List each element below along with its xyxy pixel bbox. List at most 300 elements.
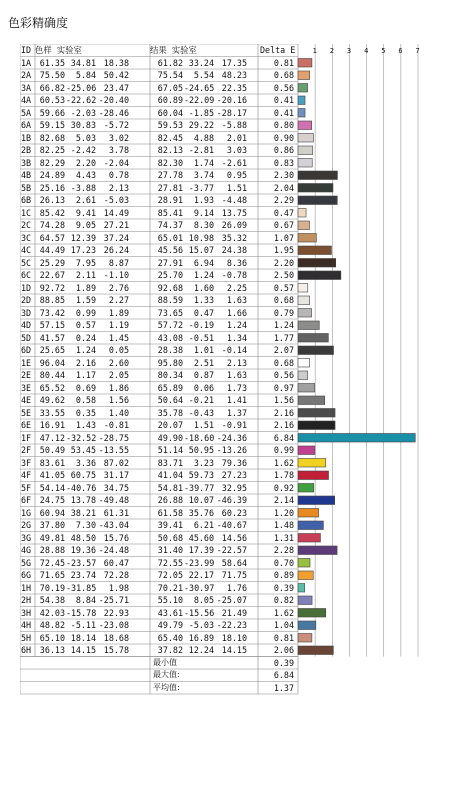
result-l: 65.01 bbox=[157, 232, 183, 243]
patch-id: 2C bbox=[21, 220, 32, 230]
delta-e-value: 1.24 bbox=[273, 320, 294, 330]
ref-b: 61.31 bbox=[103, 507, 129, 518]
table-row bbox=[20, 282, 420, 295]
ref-a: -22.62 bbox=[66, 95, 96, 105]
patch-id: 2E bbox=[21, 370, 32, 380]
result-l: 20.07 bbox=[157, 420, 183, 430]
patch-id: 5D bbox=[21, 332, 32, 343]
stat-label: 平均值: bbox=[153, 682, 180, 692]
result-l: 74.37 bbox=[157, 220, 183, 230]
stat-row bbox=[20, 669, 420, 682]
ref-l: 83.61 bbox=[39, 457, 65, 468]
result-a: -0.19 bbox=[188, 320, 214, 330]
result-l: 60.89 bbox=[157, 95, 183, 105]
table-row bbox=[20, 144, 420, 157]
ref-a: 9.41 bbox=[75, 207, 96, 218]
ref-b: 1.19 bbox=[108, 320, 129, 330]
ref-l: 54.38 bbox=[39, 595, 65, 605]
ref-l: 57.15 bbox=[39, 320, 65, 330]
result-l: 26.88 bbox=[157, 495, 183, 505]
result-b: 14.56 bbox=[221, 532, 247, 543]
ref-l: 54.14 bbox=[39, 482, 65, 493]
result-l: 65.89 bbox=[157, 382, 183, 393]
result-b: 17.35 bbox=[221, 57, 247, 68]
result-l: 83.71 bbox=[157, 457, 183, 468]
ref-b: 26.24 bbox=[103, 245, 129, 255]
result-l: 49.79 bbox=[157, 620, 183, 630]
delta-e-value: 0.79 bbox=[273, 307, 294, 318]
patch-id: 6H bbox=[21, 645, 32, 655]
ref-b: -2.04 bbox=[103, 157, 129, 168]
ref-a: 1.59 bbox=[75, 295, 96, 305]
result-b: 35.32 bbox=[221, 232, 247, 243]
ref-l: 70.19 bbox=[39, 582, 65, 593]
patch-id: 1D bbox=[21, 282, 32, 293]
result-b: 60.23 bbox=[221, 507, 247, 518]
result-l: 65.40 bbox=[157, 632, 183, 643]
delta-e-value: 2.20 bbox=[273, 257, 294, 268]
patch-id: 4C bbox=[21, 245, 32, 255]
result-a: 17.39 bbox=[188, 545, 214, 555]
stat-row bbox=[20, 682, 420, 695]
result-a: 3.74 bbox=[193, 170, 214, 180]
ref-a: -31.85 bbox=[66, 582, 96, 593]
ref-b: 0.78 bbox=[108, 170, 129, 180]
result-b: -0.91 bbox=[221, 420, 247, 430]
patch-id: 3D bbox=[21, 307, 32, 318]
result-a: 1.33 bbox=[193, 295, 214, 305]
ref-l: 85.42 bbox=[39, 207, 65, 218]
scale-tick-label: 7 bbox=[415, 47, 420, 55]
delta-e-value: 6.84 bbox=[273, 432, 294, 443]
table-row bbox=[20, 619, 420, 632]
delta-e-value: 1.04 bbox=[273, 620, 294, 630]
patch-id: 5A bbox=[21, 107, 32, 118]
stat-value: 1.37 bbox=[273, 682, 294, 693]
ref-l: 82.25 bbox=[39, 145, 65, 155]
delta-e-value: 0.57 bbox=[273, 282, 294, 293]
result-b: -2.61 bbox=[221, 157, 247, 168]
ref-b: 31.17 bbox=[103, 470, 129, 480]
result-b: 18.10 bbox=[221, 632, 247, 643]
patch-id: 4G bbox=[21, 545, 32, 555]
ref-a: -5.11 bbox=[70, 620, 96, 630]
delta-e-value: 0.86 bbox=[273, 145, 294, 155]
result-l: 27.78 bbox=[157, 170, 183, 180]
result-l: 41.04 bbox=[157, 470, 183, 480]
ref-b: 1.56 bbox=[108, 395, 129, 405]
result-l: 35.78 bbox=[157, 407, 183, 418]
result-l: 37.82 bbox=[157, 645, 183, 655]
result-l: 95.80 bbox=[157, 357, 183, 368]
ref-a: 60.75 bbox=[70, 470, 96, 480]
ref-a: -25.06 bbox=[66, 82, 96, 93]
ref-l: 48.82 bbox=[39, 620, 65, 630]
result-l: 51.14 bbox=[157, 445, 183, 455]
result-b: 13.75 bbox=[221, 207, 247, 218]
delta-e-value: 0.92 bbox=[273, 482, 294, 493]
ref-a: 23.74 bbox=[70, 570, 96, 580]
ref-l: 22.67 bbox=[39, 270, 65, 280]
ref-l: 65.10 bbox=[39, 632, 65, 643]
delta-e-value: 2.16 bbox=[273, 420, 294, 430]
table-header bbox=[20, 44, 420, 57]
result-a: 1.93 bbox=[193, 195, 214, 205]
ref-l: 24.89 bbox=[39, 170, 65, 180]
ref-b: 1.86 bbox=[108, 382, 129, 393]
ref-l: 74.28 bbox=[39, 220, 65, 230]
patch-id: 1H bbox=[21, 582, 32, 593]
ref-b: 2.05 bbox=[108, 370, 129, 380]
stat-label: 最小值 bbox=[153, 657, 177, 667]
result-l: 25.70 bbox=[157, 270, 183, 280]
result-b: 32.95 bbox=[221, 482, 247, 493]
delta-e-value: 2.29 bbox=[273, 195, 294, 205]
ref-a: 4.43 bbox=[75, 170, 96, 180]
stat-label: 最大值: bbox=[153, 670, 180, 679]
result-l: 72.55 bbox=[157, 557, 183, 568]
ref-b: 18.38 bbox=[103, 57, 129, 68]
table-row bbox=[20, 169, 420, 182]
ref-a: -2.42 bbox=[70, 145, 96, 155]
ref-a: 9.05 bbox=[75, 220, 96, 230]
ref-b: -28.46 bbox=[98, 107, 129, 118]
ref-b: 3.78 bbox=[108, 145, 129, 155]
result-b: 24.38 bbox=[221, 245, 247, 255]
patch-id: 3B bbox=[21, 157, 32, 168]
result-b: 2.13 bbox=[226, 357, 247, 368]
ref-b: 23.47 bbox=[103, 82, 129, 93]
patch-id: 6C bbox=[21, 270, 32, 280]
ref-l: 60.94 bbox=[39, 507, 65, 518]
result-a: -22.09 bbox=[184, 95, 214, 105]
result-a: 50.95 bbox=[188, 445, 214, 455]
ref-l: 47.12 bbox=[39, 432, 65, 443]
result-b: -25.07 bbox=[216, 595, 247, 605]
result-a: -0.43 bbox=[188, 407, 214, 418]
ref-l: 66.82 bbox=[39, 82, 65, 93]
patch-id: 3A bbox=[21, 82, 32, 93]
table-row bbox=[20, 607, 420, 620]
header-delta-e: Delta E bbox=[260, 45, 296, 55]
ref-b: 1.89 bbox=[108, 307, 129, 318]
ref-l: 41.57 bbox=[39, 332, 65, 343]
result-b: 79.36 bbox=[221, 457, 247, 468]
result-a: -2.81 bbox=[188, 145, 214, 155]
delta-e-value: 1.77 bbox=[273, 332, 294, 343]
patch-id: 1B bbox=[21, 132, 32, 143]
table-row bbox=[20, 269, 420, 282]
delta-e-value: 0.99 bbox=[273, 445, 294, 455]
result-a: 2.51 bbox=[193, 357, 214, 368]
ref-b: -49.48 bbox=[98, 495, 129, 505]
ref-l: 41.05 bbox=[39, 470, 65, 480]
delta-e-value: 0.82 bbox=[273, 595, 294, 605]
delta-e-value: 0.47 bbox=[273, 207, 294, 218]
result-l: 80.34 bbox=[157, 370, 183, 380]
delta-e-value: 2.30 bbox=[273, 170, 294, 180]
ref-b: -24.48 bbox=[98, 545, 129, 555]
result-l: 43.61 bbox=[157, 607, 183, 618]
table-row bbox=[20, 469, 420, 482]
table-row bbox=[20, 107, 420, 120]
ref-l: 96.04 bbox=[39, 357, 65, 368]
result-a: 1.60 bbox=[193, 282, 214, 293]
result-b: -13.26 bbox=[216, 445, 247, 455]
delta-e-value: 2.28 bbox=[273, 545, 294, 555]
scale-tick-label: 6 bbox=[398, 47, 403, 55]
delta-e-value: 0.68 bbox=[273, 70, 294, 80]
patch-id: 4D bbox=[21, 320, 32, 330]
result-b: 1.73 bbox=[226, 382, 247, 393]
header-sample: 色样 实验室 bbox=[35, 45, 82, 55]
stat-value: 6.84 bbox=[273, 670, 294, 680]
result-b: -4.48 bbox=[221, 195, 247, 205]
table-row bbox=[20, 69, 420, 82]
scale-tick-label: 5 bbox=[381, 47, 386, 55]
table-row bbox=[20, 557, 420, 570]
table-row bbox=[20, 544, 420, 557]
delta-e-value: 1.31 bbox=[273, 532, 294, 543]
ref-b: 37.24 bbox=[103, 232, 129, 243]
ref-b: 22.93 bbox=[103, 607, 129, 618]
ref-a: 2.11 bbox=[75, 270, 96, 280]
delta-e-value: 1.56 bbox=[273, 395, 294, 405]
patch-id: 3H bbox=[21, 607, 32, 618]
result-a: -30.97 bbox=[184, 582, 214, 593]
ref-b: 14.49 bbox=[103, 207, 129, 218]
ref-a: 13.78 bbox=[70, 495, 96, 505]
result-b: 1.37 bbox=[226, 407, 247, 418]
ref-a: 0.69 bbox=[75, 382, 96, 393]
ref-a: 12.39 bbox=[70, 232, 96, 243]
table-row bbox=[20, 507, 420, 520]
result-l: 67.05 bbox=[157, 82, 183, 93]
table-row bbox=[20, 419, 420, 432]
result-a: 4.88 bbox=[193, 132, 214, 143]
ref-b: 34.75 bbox=[103, 482, 129, 493]
ref-l: 59.66 bbox=[39, 107, 65, 118]
result-l: 59.53 bbox=[157, 120, 183, 130]
result-l: 55.10 bbox=[157, 595, 183, 605]
ref-l: 28.88 bbox=[39, 545, 65, 555]
patch-id: 6G bbox=[21, 570, 32, 580]
ref-l: 73.42 bbox=[39, 307, 65, 318]
ref-a: 2.20 bbox=[75, 157, 96, 168]
ref-b: 87.02 bbox=[103, 457, 129, 468]
table-row bbox=[20, 307, 420, 320]
patch-id: 6F bbox=[21, 495, 32, 505]
result-l: 27.91 bbox=[157, 257, 183, 268]
patch-id: 5G bbox=[21, 557, 32, 568]
ref-a: 7.30 bbox=[75, 520, 96, 530]
result-b: 1.63 bbox=[226, 370, 247, 380]
ref-l: 50.49 bbox=[39, 445, 65, 455]
patch-id: 5H bbox=[21, 632, 32, 643]
result-a: 15.07 bbox=[188, 245, 214, 255]
patch-id: 1G bbox=[21, 507, 32, 518]
delta-e-value: 2.06 bbox=[273, 645, 294, 655]
result-a: 35.76 bbox=[188, 507, 214, 518]
result-a: -5.03 bbox=[188, 620, 214, 630]
ref-b: -5.03 bbox=[103, 195, 129, 205]
delta-e-value: 2.04 bbox=[273, 182, 294, 193]
patch-id: 6A bbox=[21, 120, 32, 130]
delta-e-value: 0.97 bbox=[273, 382, 294, 393]
ref-b: 18.68 bbox=[103, 632, 129, 643]
result-b: -5.88 bbox=[221, 120, 247, 130]
ref-b: -13.55 bbox=[98, 445, 129, 455]
table-row bbox=[20, 219, 420, 232]
ref-l: 65.52 bbox=[39, 382, 65, 393]
patch-id: 3F bbox=[21, 457, 32, 468]
result-a: -0.51 bbox=[188, 332, 214, 343]
ref-b: 1.40 bbox=[108, 407, 129, 418]
table-row bbox=[20, 257, 420, 270]
result-a: 16.89 bbox=[188, 632, 214, 643]
result-b: -20.16 bbox=[216, 95, 247, 105]
patch-id: 2H bbox=[21, 595, 32, 605]
delta-e-value: 0.90 bbox=[273, 132, 294, 143]
table-row bbox=[20, 569, 420, 582]
ref-b: -25.71 bbox=[98, 595, 129, 605]
delta-e-value: 1.62 bbox=[273, 607, 294, 618]
ref-a: -40.76 bbox=[66, 482, 96, 493]
delta-e-value: 0.67 bbox=[273, 220, 294, 230]
delta-e-value: 2.50 bbox=[273, 270, 294, 280]
delta-e-value: 0.83 bbox=[273, 157, 294, 168]
delta-e-value: 1.48 bbox=[273, 520, 294, 530]
ref-l: 33.55 bbox=[39, 407, 65, 418]
ref-b: 15.78 bbox=[103, 645, 129, 655]
delta-e-value: 1.95 bbox=[273, 245, 294, 255]
ref-b: 2.13 bbox=[108, 182, 129, 193]
result-b: -22.57 bbox=[216, 545, 247, 555]
ref-l: 49.62 bbox=[39, 395, 65, 405]
scale-tick-label: 3 bbox=[346, 47, 352, 55]
result-l: 45.56 bbox=[157, 245, 183, 255]
result-a: 59.73 bbox=[188, 470, 214, 480]
ref-l: 24.75 bbox=[39, 495, 65, 505]
delta-e-value: 0.68 bbox=[273, 295, 294, 305]
ref-b: 27.21 bbox=[103, 220, 129, 230]
result-l: 39.41 bbox=[157, 520, 183, 530]
patch-id: 5B bbox=[21, 182, 32, 193]
result-b: -0.78 bbox=[221, 270, 247, 280]
result-a: 6.21 bbox=[193, 520, 214, 530]
patch-id: 1F bbox=[21, 432, 32, 443]
result-l: 31.40 bbox=[157, 545, 183, 555]
ref-b: 1.45 bbox=[108, 332, 129, 343]
result-b: -28.17 bbox=[216, 107, 247, 118]
patch-id: 3E bbox=[21, 382, 32, 393]
table-row bbox=[20, 232, 420, 245]
ref-a: 1.89 bbox=[75, 282, 96, 293]
table-row bbox=[20, 432, 420, 445]
table-row bbox=[20, 444, 420, 457]
ref-b: 2.76 bbox=[108, 282, 129, 293]
ref-a: 14.15 bbox=[70, 645, 96, 655]
result-l: 72.05 bbox=[157, 570, 183, 580]
patch-id: 4H bbox=[21, 620, 32, 630]
ref-b: -28.75 bbox=[98, 432, 129, 443]
ref-l: 88.85 bbox=[39, 295, 65, 305]
patch-id: 5C bbox=[21, 257, 32, 268]
result-b: -24.36 bbox=[216, 432, 247, 443]
result-a: 3.23 bbox=[193, 457, 214, 468]
ref-b: -23.08 bbox=[98, 620, 129, 630]
ref-l: 44.49 bbox=[39, 245, 65, 255]
ref-l: 64.57 bbox=[39, 232, 65, 243]
table-row bbox=[20, 132, 420, 145]
table-row bbox=[20, 644, 420, 657]
delta-e-value: 2.07 bbox=[273, 345, 294, 355]
delta-e-value: 0.41 bbox=[273, 95, 294, 105]
patch-id: 4E bbox=[21, 395, 32, 405]
ref-b: 60.47 bbox=[103, 557, 129, 568]
result-l: 50.68 bbox=[157, 532, 183, 543]
scale-tick-label: 4 bbox=[364, 47, 369, 55]
table-row bbox=[20, 582, 420, 595]
ref-l: 92.72 bbox=[39, 282, 65, 293]
patch-id: 1A bbox=[21, 57, 32, 68]
delta-e-value: 0.70 bbox=[273, 557, 294, 568]
patch-id: 3C bbox=[21, 232, 32, 243]
delta-e-value: 0.56 bbox=[273, 82, 294, 93]
ref-b: 3.02 bbox=[108, 132, 129, 143]
ref-a: 7.95 bbox=[75, 257, 96, 268]
result-a: -24.65 bbox=[184, 82, 214, 93]
scale-tick-label: 2 bbox=[329, 47, 335, 55]
result-a: 1.01 bbox=[193, 345, 214, 355]
result-l: 57.72 bbox=[157, 320, 183, 330]
table-row bbox=[20, 182, 420, 195]
patch-id: 1C bbox=[21, 207, 32, 218]
table-row bbox=[20, 482, 420, 495]
table-row bbox=[20, 632, 420, 645]
result-a: -23.99 bbox=[184, 557, 214, 568]
ref-b: 1.98 bbox=[108, 582, 129, 593]
patch-id: 6E bbox=[21, 420, 32, 430]
table-row bbox=[20, 57, 420, 70]
result-a: 12.24 bbox=[188, 645, 214, 655]
result-a: -1.85 bbox=[188, 107, 214, 118]
ref-a: 5.03 bbox=[75, 132, 96, 143]
table-row bbox=[20, 244, 420, 257]
ref-a: -15.78 bbox=[66, 607, 96, 618]
result-l: 92.68 bbox=[157, 282, 183, 293]
result-b: 58.64 bbox=[221, 557, 247, 568]
ref-l: 82.29 bbox=[39, 157, 65, 168]
result-a: 22.17 bbox=[188, 570, 214, 580]
result-b: -22.23 bbox=[216, 620, 247, 630]
result-a: 10.98 bbox=[188, 232, 214, 243]
ref-l: 25.65 bbox=[39, 345, 65, 355]
delta-e-value: 2.14 bbox=[273, 495, 294, 505]
result-l: 61.58 bbox=[157, 507, 183, 518]
ref-a: 53.45 bbox=[70, 445, 96, 455]
table-row bbox=[20, 94, 420, 107]
ref-a: 48.50 bbox=[70, 532, 96, 543]
result-l: 61.82 bbox=[157, 57, 183, 68]
delta-e-value: 1.07 bbox=[273, 232, 294, 243]
patch-id: 6D bbox=[21, 345, 32, 355]
ref-b: 0.05 bbox=[108, 345, 129, 355]
delta-e-value: 1.62 bbox=[273, 457, 294, 468]
result-a: -3.77 bbox=[188, 182, 214, 193]
table-row bbox=[20, 319, 420, 332]
result-b: 3.03 bbox=[226, 145, 247, 155]
